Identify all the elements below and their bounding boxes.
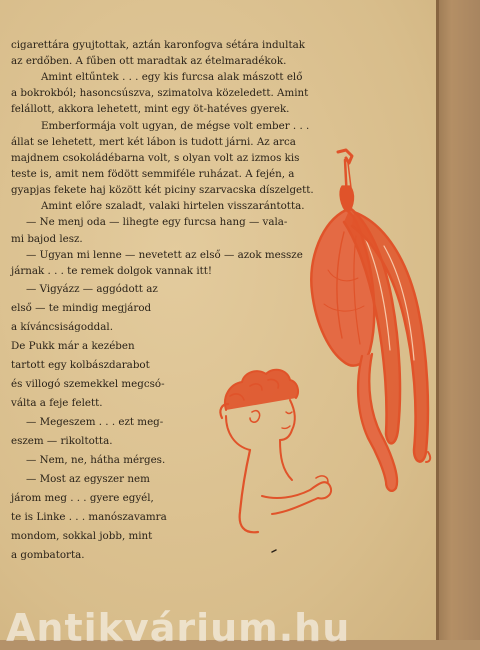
text-line: mondom, sokkal jobb, mint	[11, 530, 153, 542]
text-line: járnak . . . te remek dolgok vannak itt!	[11, 265, 213, 277]
text-line: De Pukk már a kezében	[11, 340, 135, 352]
text-line: felállott, akkora lehetett, mint egy öt-hatéves gyerek.	[11, 103, 290, 115]
text-line: — Megeszem . . . ezt meg-	[26, 416, 164, 428]
book-spine	[436, 0, 480, 640]
text-line: válta a feje felett.	[11, 397, 103, 409]
text-line: teste is, amit nem födött semmiféle ruházat. A fején, a	[11, 168, 295, 180]
text-line: tartott egy kolbászdarabot	[11, 359, 150, 371]
text-line: — Most az egyszer nem	[26, 473, 150, 485]
sausages-illustration	[311, 150, 430, 491]
text-line: cigarettára gyujtottak, aztán karonfogva sétára indultak	[11, 39, 305, 51]
text-line: a gombatorta.	[11, 549, 85, 561]
text-line: Amint előre szaladt, valaki hirtelen visszarántotta.	[41, 200, 305, 212]
text-line: a kíváncsiságoddal.	[11, 321, 113, 333]
watermark: Antikvárium.hu	[6, 606, 351, 650]
text-line: gyapjas fekete haj között két piciny szarvacska díszelgett.	[11, 184, 314, 196]
text-line: mi bajod lesz.	[11, 233, 83, 245]
text-line: és villogó szemekkel megcsó-	[11, 378, 165, 390]
text-line: első — te mindig megjárod	[11, 302, 152, 314]
text-line: — Vigyázz — aggódott az	[26, 283, 158, 295]
text-line: a bokrokból; hasoncsúszva, szimatolva közeledett. Amint	[11, 87, 309, 99]
creature-illustration	[220, 370, 331, 552]
text-line: eszem — rikoltotta.	[11, 435, 113, 447]
text-line: — Ugyan mi lenne — nevetett az első — azok messze	[26, 249, 303, 261]
text-line: majdnem csokoládébarna volt, s olyan volt az izmos kis	[11, 152, 300, 164]
text-line: állat se lehetett, mert két lábon is tudott járni. Az arca	[11, 136, 296, 148]
text-line: te is Linke . . . manószavamra	[11, 511, 167, 523]
text-line: Emberformája volt ugyan, de mégse volt ember . . .	[41, 120, 310, 132]
text-line: Amint eltűntek . . . egy kis furcsa alak mászott elő	[41, 71, 303, 83]
text-line: az erdőben. A fűben ott maradtak az ételmaradékok.	[11, 55, 287, 67]
text-line: — Ne menj oda — lihegte egy furcsa hang — vala-	[26, 216, 288, 228]
text-line: — Nem, ne, hátha mérges.	[26, 454, 166, 466]
text-line: járom meg . . . gyere egyél,	[11, 492, 154, 504]
